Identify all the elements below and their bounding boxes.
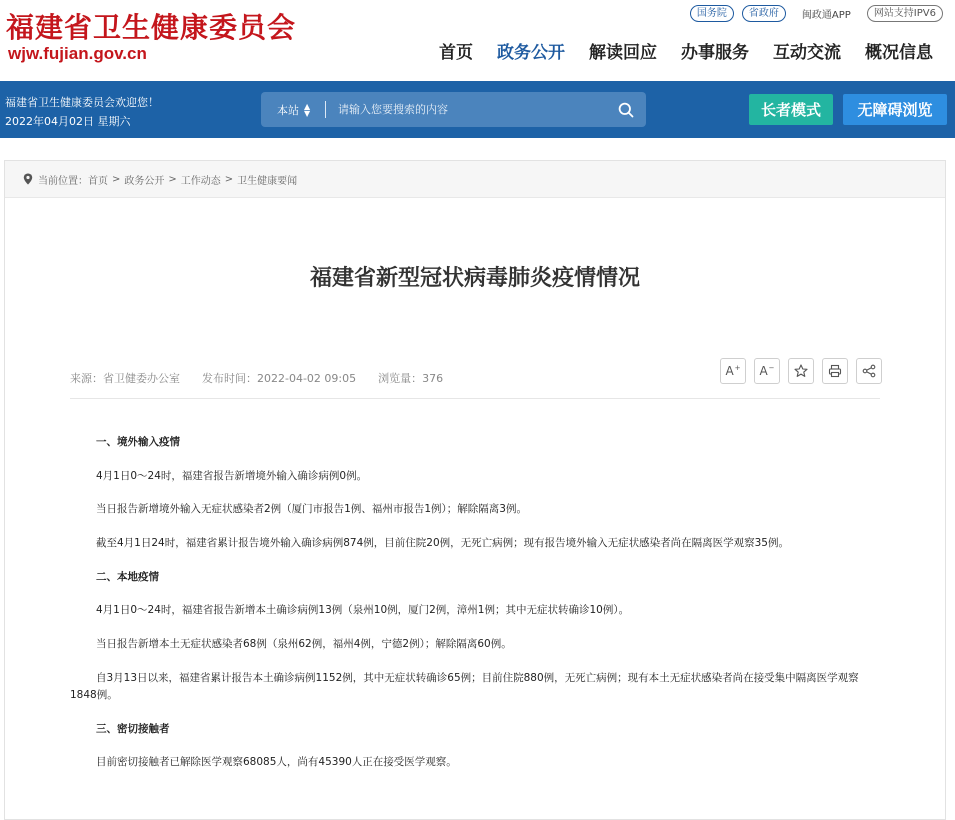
article-container [4,160,946,820]
article-body [70,434,884,788]
elder-mode-button[interactable]: 长者模式 [749,94,833,125]
star-icon [794,364,808,378]
search-input[interactable] [326,103,606,116]
article-tools [720,358,882,384]
article-paragraph: 目前密切接触者已解除医学观察68085人，尚有45390人正在接受医学观察。 [96,756,457,769]
breadcrumb-prefix: 当前位置： [38,175,88,187]
breadcrumb-separator: > [224,173,234,185]
font-decrease-button[interactable] [754,358,780,384]
meta-divider [70,398,880,399]
search-scope-select[interactable] [261,102,319,118]
nav-interpretation[interactable]: 解读回应 [589,43,657,63]
accessible-browse-button[interactable]: 无障碍浏览 [843,94,947,125]
print-button[interactable] [822,358,848,384]
top-links [690,5,943,22]
article-views: 浏览量：376 [378,372,444,385]
link-mzt-app[interactable]: 闽政通APP [801,10,851,21]
nav-gov-affairs[interactable]: 政务公开 [497,43,565,63]
share-button[interactable] [856,358,882,384]
search-scope-label: 本站 [277,103,299,117]
breadcrumb-separator: > [112,173,121,185]
search-icon [618,102,634,118]
font-increase-button[interactable] [720,358,746,384]
article-paragraph: 4月1日0～24时，福建省报告新增本土确诊病例13例（泉州10例，厦门2例，漳州1例；其中无症状转确诊10例）。 [96,604,630,617]
breadcrumb-separator: > [168,173,177,185]
section-heading: 一、境外输入疫情 [96,436,180,448]
breadcrumb-health-news[interactable]: 卫生健康要闻 [237,175,298,187]
site-logo-name[interactable]: 福建省卫生健康委员会 [6,11,297,44]
nav-services[interactable]: 办事服务 [681,43,749,63]
main-nav [427,42,945,64]
site-logo-url[interactable]: wjw.fujian.gov.cn [8,44,147,63]
article-meta [70,370,443,386]
search-box [261,92,646,127]
font-decrease-icon: A− [759,364,775,378]
article-paragraph: 4月1日0～24时，福建省报告新增境外输入确诊病例0例。 [96,469,368,482]
utility-bar [0,81,955,138]
section-heading: 二、本地疫情 [96,570,159,583]
article-paragraph: 自3月13日以来，福建省累计报告本土确诊病例1152例，其中无症状转确诊65例；目前住院880例，无死亡病例；现有本土无症状感染者尚在接受集中隔离医学观察1848例。 [70,671,859,701]
welcome-text: 福建省卫生健康委员会欢迎您！ [5,96,159,109]
nav-interaction[interactable]: 互动交流 [773,43,841,63]
sort-arrows-icon: ▲ ▼ [304,101,311,118]
breadcrumb-work-news[interactable]: 工作动态 [180,175,221,187]
site-header [0,0,955,80]
nav-home[interactable]: 首页 [439,43,473,63]
breadcrumb-home[interactable]: 首页 [88,175,108,187]
welcome-message [5,93,159,131]
font-increase-icon: A+ [725,364,741,378]
favorite-button[interactable] [788,358,814,384]
article-paragraph: 截至4月1日24时，福建省累计报告境外输入确诊病例874例，目前住院20例，无死亡病例；现有报告境外输入无症状感染者尚在隔离医学观察35例。 [96,537,789,550]
breadcrumb [5,161,945,198]
share-icon [862,364,876,378]
print-icon [828,364,842,378]
breadcrumb-gov-affairs[interactable]: 政务公开 [124,175,165,187]
link-provincial-gov[interactable]: 省政府 [742,5,786,22]
nav-overview[interactable]: 概况信息 [865,43,933,63]
section-heading: 三、密切接触者 [96,722,170,735]
location-pin-icon [23,173,33,185]
article-published: 发布时间：2022-04-02 09:05 [202,372,357,385]
article-title: 福建省新型冠状病毒肺炎疫情情况 [309,266,640,291]
ipv6-badge: 网站支持IPV6 [867,5,943,22]
search-button[interactable] [606,92,646,127]
article-paragraph: 当日报告新增境外输入无症状感染者2例（厦门市报告1例、福州市报告1例）；解除隔离3例。 [96,503,527,516]
article-paragraph: 当日报告新增本土无症状感染者68例（泉州62例，福州4例，宁德2例）；解除隔离60例。 [96,638,512,651]
current-date: 2022年04月02日 星期六 [5,115,131,128]
link-state-council[interactable]: 国务院 [690,5,734,22]
article-source: 来源：省卫健委办公室 [70,372,180,385]
